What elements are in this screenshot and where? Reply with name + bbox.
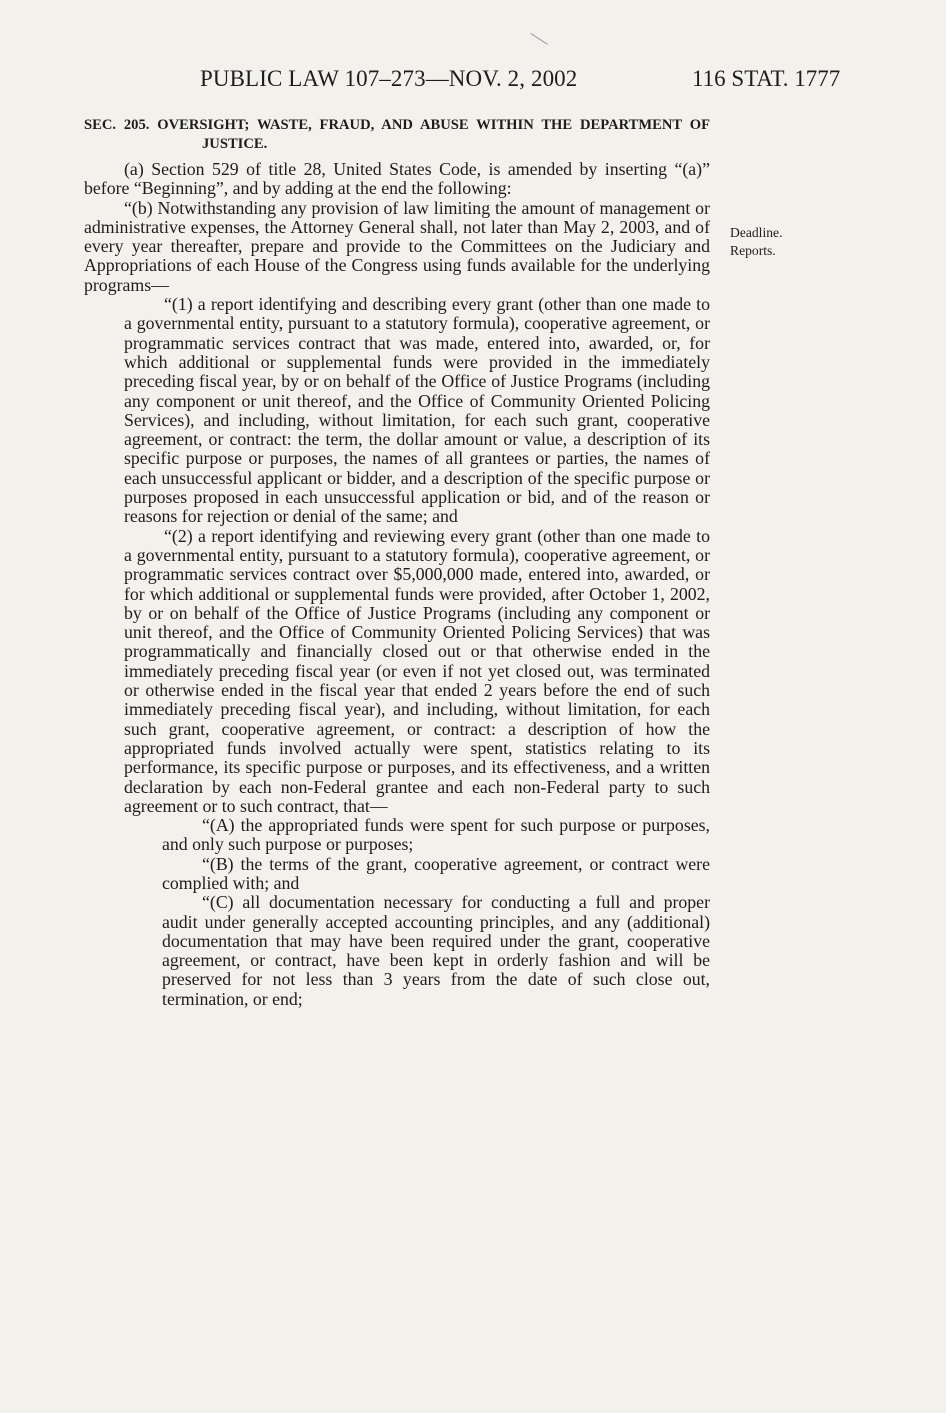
margin-note-deadline: Deadline. [730,225,783,240]
subitem-B: “(B) the terms of the grant, cooperative agreement, or contract were complied with; and [162,853,710,893]
scan-mark [530,33,547,45]
item-2: “(2) a report identifying and reviewing every grant (other than one made to a governmental entity, pursuant to a statutory formula), cooperative agreement, or programmatic services contract over $5,000,000 made, entered into, awarded, or for which additional or supplemental funds were provided, after October 1, 2002, by or on behalf of the Office of Justice Programs (including any component or unit thereof, and the Office of Community Oriented Policing Services) that was programmatically and financially closed out or that otherwise ended in the immediately preceding fiscal year (or even if not yet closed out, was terminated or otherwise ended in the fiscal year that ended 2 years before the end of such immediately preceding fiscal year), and including, without limitation, for each such grant, cooperative agreement, or contract: a description of how the appropriated funds involved actually were spent, statistics relating to its performance, its specific purpose or purposes, and its effectiveness, and a written declaration by each non-Federal grantee and each non-Federal party to such agreement or to such contract, that— [124,525,710,816]
paragraph-a: (a) Section 529 of title 28, United States Code, is amended by inserting “(a)” before “Beginning”, and by adding at the end the following: [84,159,710,199]
paragraph-b: “(b) Notwithstanding any provision of law limiting the amount of management or administrative expenses, the Attorney General shall, not later than May 2, 2003, and of every year thereafter, prepare and provide to the Committees on the Judiciary and Appropriations of each House of the Congress using funds available for the underlying programs— [84,197,710,295]
subitem-A: “(A) the appropriated funds were spent for such purpose or purposes, and only such purpose or purposes; [162,815,710,855]
margin-notes [730,224,782,260]
item-1: “(1) a report identifying and describing every grant (other than one made to a governmental entity, pursuant to a statutory formula), cooperative agreement, or programmatic services contract that was made, entered into, awarded, or, for which additional or supplemental funds were provided in the immediately preceding fiscal year, by or on behalf of the Office of Justice Programs (including any component or unit thereof, and the Office of Community Oriented Policing Services), and including, without limitation, for each such grant, cooperative agreement, or contract: the term, the dollar amount or value, a description of its specific purpose or purposes, the names of all grantees or parties, the names of each unsuccessful applicant or bidder, and a description of the specific purpose or purposes proposed in each unsuccessful application or bid, and of the reason or reasons for rejection or denial of the same; and [124,294,710,527]
section-heading: SEC. 205. OVERSIGHT; WASTE, FRAUD, AND ABUSE WITHIN THE DEPARTMENT OF JUSTICE. [84,117,710,152]
page-header-stat: 116 STAT. 1777 [692,66,841,91]
section-body [84,116,710,1009]
margin-note-reports: Reports. [730,243,776,258]
subitem-C: “(C) all documentation necessary for conducting a full and proper audit under generally accepted accounting principles, and any (additional) documentation that may have been required under the grant, cooperative agreement, or contract, have been kept in orderly fashion and will be preserved for not less than 3 years from the date of such close out, termination, or end; [162,892,710,1009]
page-header-title: PUBLIC LAW 107–273—NOV. 2, 2002 [200,66,578,91]
